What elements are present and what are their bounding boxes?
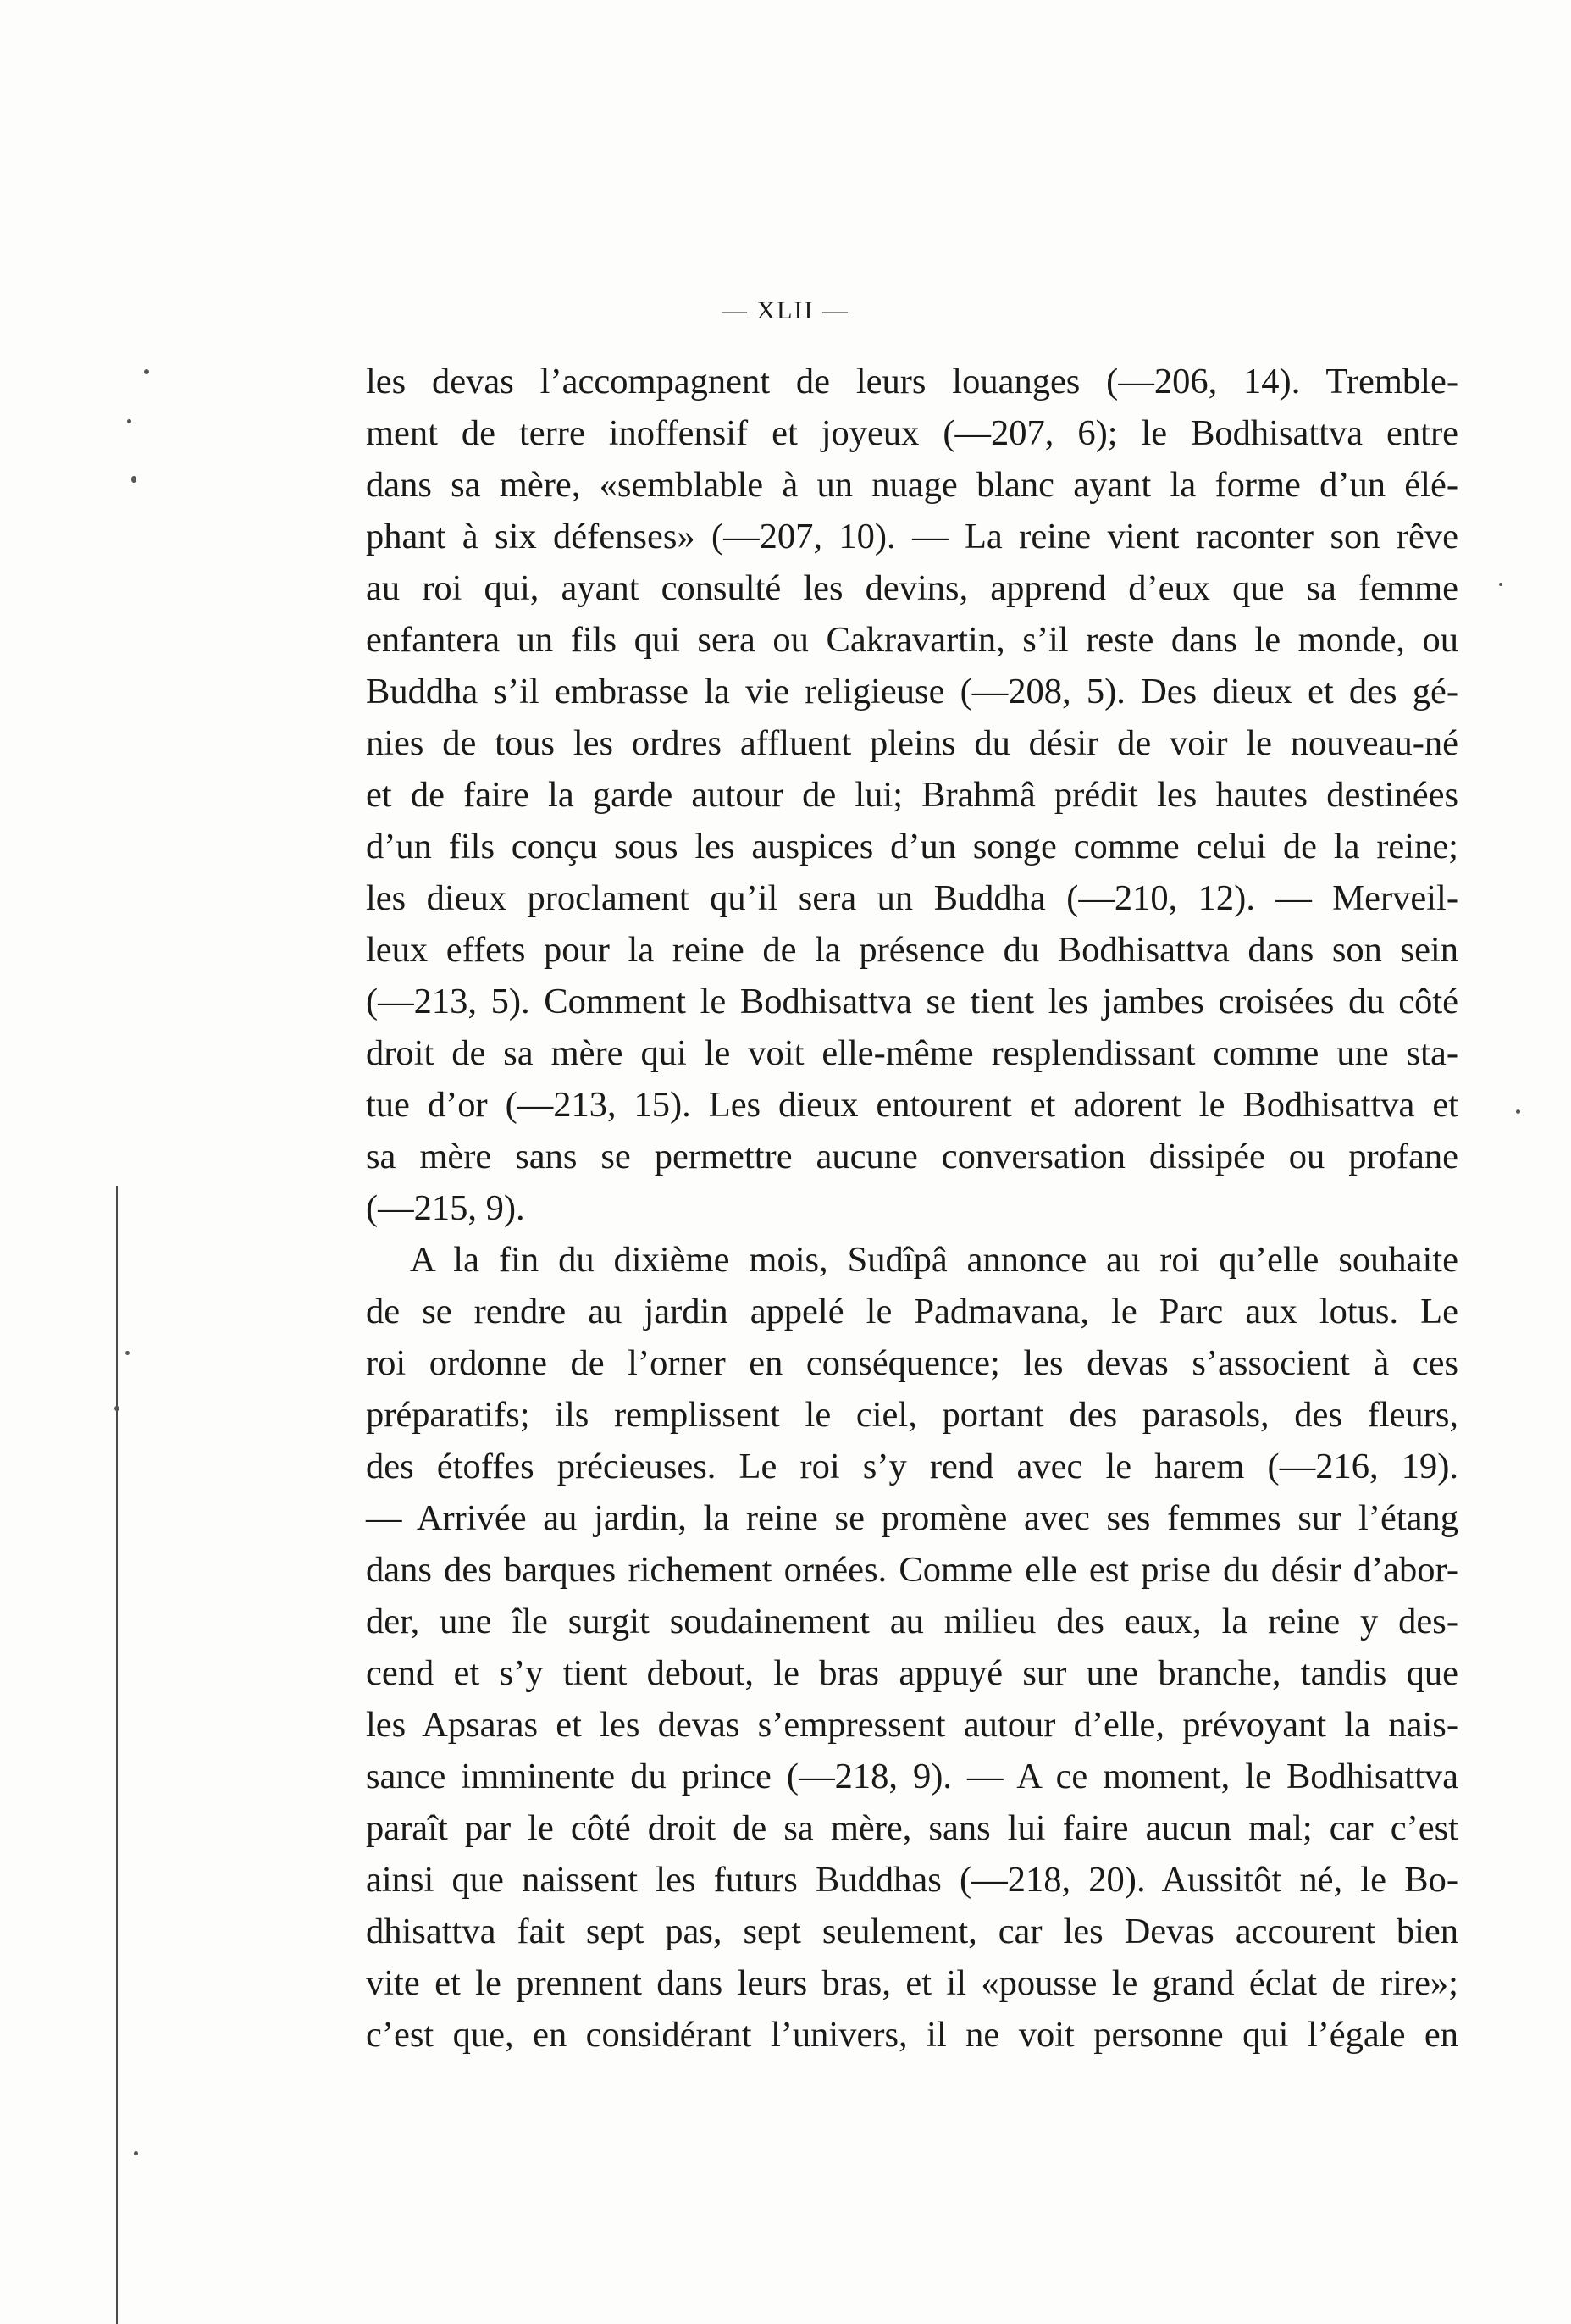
text-line: vite et le prennent dans leurs bras, et il «pousse le grand éclat de rire»;	[366, 1963, 1458, 2003]
margin-speck	[114, 1406, 119, 1411]
margin-speck	[131, 476, 136, 483]
text-line: cend et s’y tient debout, le bras appuyé sur une branche, tandis que	[366, 1653, 1458, 1693]
text-line: ainsi que naissent les futurs Buddhas (—218, 20). Aussitôt né, le Bo-	[366, 1860, 1458, 1900]
text-line: tue d’or (—213, 15). Les dieux entourent et adorent le Bodhisattva et	[366, 1085, 1458, 1125]
text-line: dans des barques richement ornées. Comme elle est prise du désir d’abor-	[366, 1550, 1458, 1590]
text-line: les dieux proclament qu’il sera un Buddha (—210, 12). — Merveil-	[366, 878, 1458, 918]
text-line: (—215, 9).	[366, 1188, 525, 1228]
text-line: au roi qui, ayant consulté les devins, apprend d’eux que sa femme	[366, 568, 1458, 608]
text-line: A la fin du dixième mois, Sudîpâ annonce au roi qu’elle souhaite	[410, 1240, 1458, 1280]
text-line: ment de terre inoffensif et joyeux (—207, 6); le Bodhisattva entre	[366, 413, 1458, 453]
text-line: (—213, 5). Comment le Bodhisattva se tient les jambes croisées du côté	[366, 982, 1458, 1021]
text-line: paraît par le côté droit de sa mère, sans lui faire aucun mal; car c’est	[366, 1808, 1458, 1848]
text-line: les Apsaras et les devas s’empressent autour d’elle, prévoyant la nais-	[366, 1705, 1458, 1745]
text-line: c’est que, en considérant l’univers, il ne voit personne qui l’égale en	[366, 2015, 1458, 2055]
margin-speck	[125, 1351, 130, 1355]
text-line: der, une île surgit soudainement au milieu des eaux, la reine y des-	[366, 1602, 1458, 1641]
text-line: — Arrivée au jardin, la reine se promène avec ses femmes sur l’étang	[366, 1498, 1458, 1538]
text-line: de se rendre au jardin appelé le Padmavana, le Parc aux lotus. Le	[366, 1292, 1458, 1331]
text-line: d’un fils conçu sous les auspices d’un songe comme celui de la reine;	[366, 827, 1458, 866]
margin-speck	[144, 369, 149, 374]
text-line: des étoffes précieuses. Le roi s’y rend avec le harem (—216, 19).	[366, 1447, 1458, 1486]
margin-speck	[1516, 1109, 1520, 1114]
margin-speck	[127, 419, 131, 423]
text-line: dhisattva fait sept pas, sept seulement, car les Devas accourent bien	[366, 1912, 1458, 1951]
page-body	[366, 356, 1458, 2061]
text-line: les devas l’accompagnent de leurs louanges (—206, 14). Tremble-	[366, 362, 1458, 401]
margin-rule	[116, 1186, 118, 2324]
margin-speck	[1499, 583, 1502, 586]
text-line: et de faire la garde autour de lui; Brahmâ prédit les hautes destinées	[366, 775, 1458, 815]
text-line: nies de tous les ordres affluent pleins du désir de voir le nouveau-né	[366, 723, 1458, 763]
text-line: préparatifs; ils remplissent le ciel, portant des parasols, des fleurs,	[366, 1395, 1458, 1435]
text-line: sa mère sans se permettre aucune conversation dissipée ou profane	[366, 1137, 1458, 1176]
text-line: droit de sa mère qui le voit elle-même resplendissant comme une sta-	[366, 1033, 1458, 1073]
page-header: — XLII —	[722, 296, 849, 324]
text-line: enfantera un fils qui sera ou Cakravartin, s’il reste dans le monde, ou	[366, 620, 1458, 660]
text-line: leux effets pour la reine de la présence du Bodhisattva dans son sein	[366, 930, 1458, 970]
text-line: Buddha s’il embrasse la vie religieuse (—208, 5). Des dieux et des gé-	[366, 672, 1458, 711]
paragraph	[366, 356, 1458, 1234]
text-line: roi ordonne de l’orner en conséquence; les devas s’associent à ces	[366, 1343, 1458, 1383]
text-line: dans sa mère, «semblable à un nuage blanc ayant la forme d’un élé-	[366, 465, 1458, 505]
paragraph	[366, 1234, 1458, 2061]
text-line: sance imminente du prince (—218, 9). — A ce moment, le Bodhisattva	[366, 1757, 1458, 1796]
text-line: phant à six défenses» (—207, 10). — La reine vient raconter son rêve	[366, 517, 1458, 556]
margin-speck	[134, 2151, 138, 2155]
